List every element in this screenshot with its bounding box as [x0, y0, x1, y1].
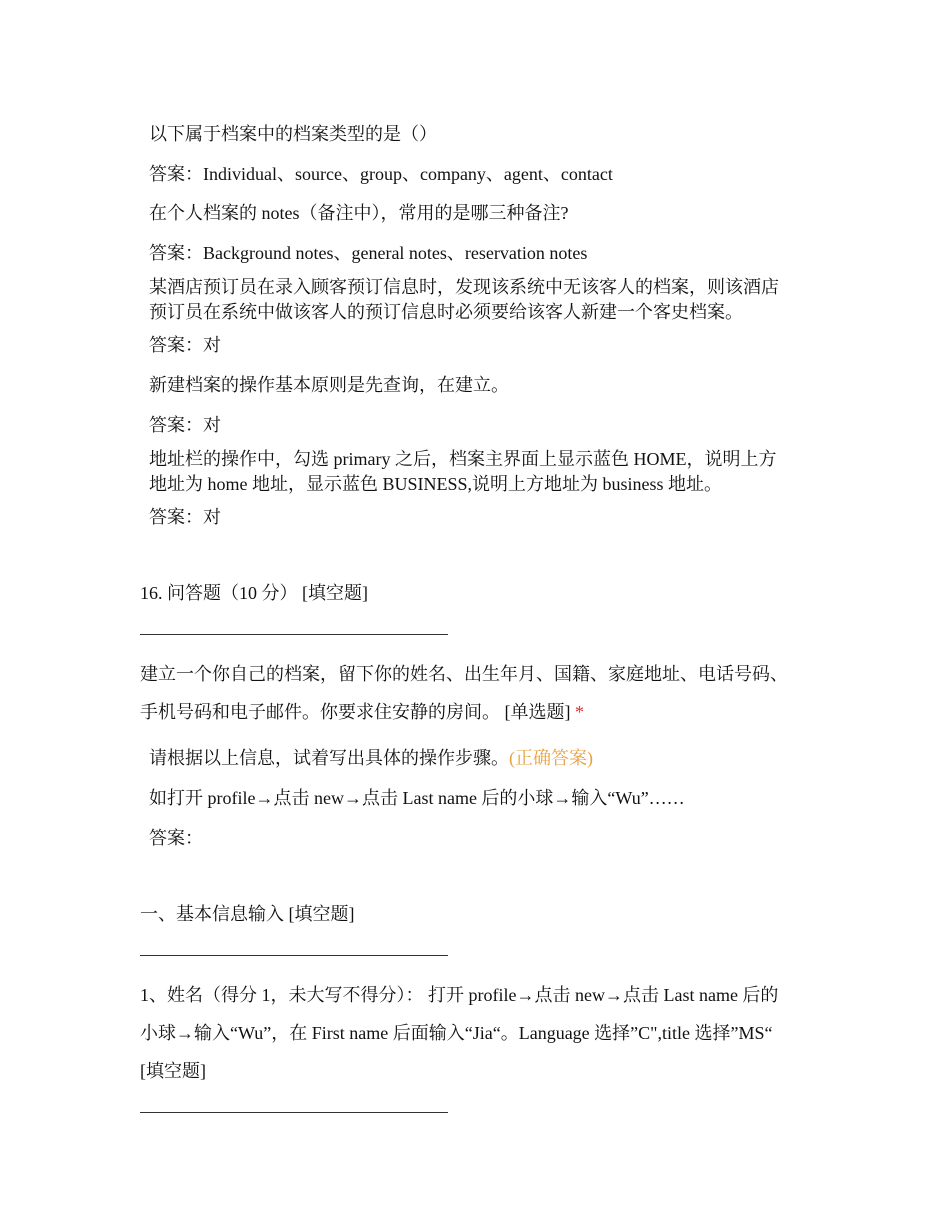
answer-label: 答案：: [149, 828, 203, 848]
item-1-line-3: [填空题]: [140, 1061, 206, 1081]
answer-1: 答案：Individual、source、group、company、agent、contact: [149, 164, 613, 184]
question-3-line-1: 某酒店预订员在录入顾客预订信息时，发现该系统中无该客人的档案，则该酒店: [149, 277, 779, 297]
answer-2: 答案：Background notes、general notes、reservation notes: [149, 243, 588, 263]
task-line-2: [140, 700, 584, 724]
hint: [149, 746, 593, 770]
question-5-line-1: 地址栏的操作中，勾选 primary 之后，档案主界面上显示蓝色 HOME，说明上方: [149, 449, 777, 469]
task-line-1: 建立一个你自己的档案，留下你的姓名、出生年月、国籍、家庭地址、电话号码、: [140, 664, 788, 684]
question-5-line-2: 地址为 home 地址，显示蓝色 BUSINESS,说明上方地址为 business 地址。: [149, 474, 723, 494]
answer-blank-section-1[interactable]: [140, 955, 448, 956]
hint-text: 请根据以上信息，试着写出具体的操作步骤。: [149, 748, 509, 768]
item-1-line-1: 1、姓名（得分 1，未大写不得分）： 打开 profile→点击 new→点击 Last name 后的: [140, 985, 779, 1005]
answer-blank-16[interactable]: [140, 634, 448, 635]
section-16-title: 16. 问答题（10 分） [填空题]: [140, 583, 368, 603]
answer-4: 答案：对: [149, 415, 221, 435]
item-1-line-2: 小球→输入“Wu”，在 First name 后面输入“Jia“。Language 选择”C",title 选择”MS“: [140, 1023, 773, 1043]
answer-blank-item-1[interactable]: [140, 1112, 448, 1113]
question-1: 以下属于档案中的档案类型的是（）: [149, 124, 437, 144]
question-2: 在个人档案的 notes（备注中），常用的是哪三种备注?: [149, 203, 569, 223]
answer-3: 答案：对: [149, 335, 221, 355]
example-steps: 如打开 profile→点击 new→点击 Last name 后的小球→输入“Wu”……: [149, 788, 685, 808]
question-3-line-2: 预订员在系统中做该客人的预订信息时必须要给该客人新建一个客史档案。: [149, 302, 743, 322]
task-line-2-text: 手机号码和电子邮件。你要求住安静的房间。 [单选题]: [140, 702, 575, 722]
required-mark: *: [575, 702, 584, 722]
section-1-title: 一、基本信息输入 [填空题]: [140, 904, 355, 924]
question-4: 新建档案的操作基本原则是先查询，在建立。: [149, 375, 509, 395]
answer-5: 答案：对: [149, 507, 221, 527]
correct-answer-label: (正确答案): [509, 748, 593, 768]
